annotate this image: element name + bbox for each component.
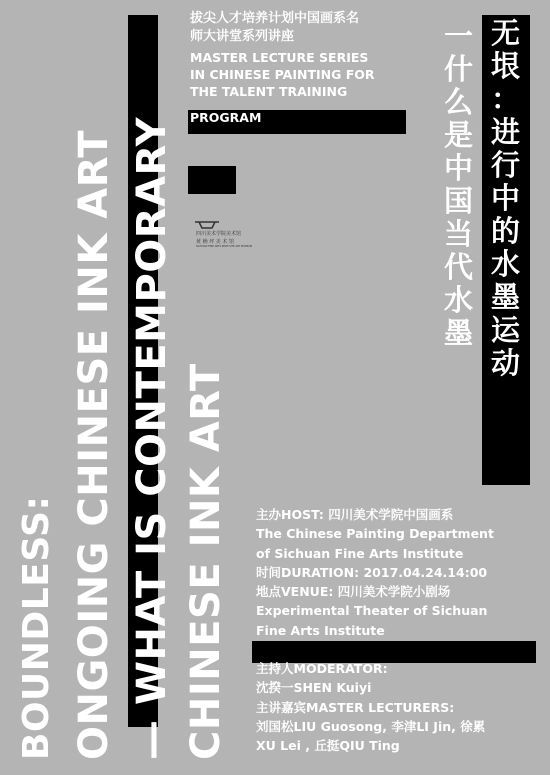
cncol1-char: 无 — [490, 16, 520, 50]
series-en-line-1: MASTER LECTURE SERIES — [190, 50, 369, 65]
duration-label: 时间DURATION: — [256, 564, 364, 580]
venue-cn: 四川美术学院小剧场 — [337, 584, 451, 600]
host-en-2: of Sichuan Fine Arts Institute — [256, 545, 464, 561]
logo-cn-name: 四川美术学院美术馆 — [196, 231, 242, 237]
speakers-block — [256, 659, 485, 755]
cncol2-char: 水 — [443, 283, 473, 317]
cncol1-char: 动 — [490, 346, 520, 380]
cn-title-col-1 — [489, 17, 522, 380]
cncol1-char: 垠 — [490, 49, 520, 83]
cncol1-char: 中 — [490, 181, 520, 215]
series-en-line-2: IN CHINESE PAINTING FOR — [190, 67, 375, 82]
cncol1-char: 的 — [490, 214, 520, 248]
cncol2-char: 墨 — [443, 316, 473, 350]
cncol2-char: 国 — [443, 184, 473, 218]
cncol1-char: ： — [490, 82, 520, 116]
series-cn-line-1: 拔尖人才培养计划中国画系名 — [190, 11, 360, 26]
venue-en-1: Experimental Theater of Sichuan — [256, 603, 488, 619]
moderator-value: 沈揆一SHEN Kuiyi — [256, 680, 372, 696]
cncol2-char: 代 — [443, 250, 473, 284]
logo-en: SICHUAN FINE ARTS INSTITUTE ART MUSEUM — [196, 245, 253, 248]
cncol1-char: 运 — [490, 313, 520, 347]
series-cn-line-2: 师大讲堂系列讲座 — [190, 29, 295, 44]
info-block — [256, 505, 494, 640]
main-title-line-3: — WHAT IS CONTEMPORARY — [129, 116, 175, 760]
duration-value: 2017.04.24.14:00 — [363, 564, 488, 580]
series-en-line-4: PROGRAM — [190, 110, 262, 125]
cncol2-char: 什 — [443, 52, 473, 86]
cncol1-char: 行 — [490, 148, 520, 182]
venue-label: 地点VENUE: — [256, 584, 338, 600]
cn-title-col-2 — [442, 20, 475, 350]
logo-cn-sub: 黄 桷 坪 美 术 馆 — [196, 239, 234, 245]
cncol1-char: 墨 — [490, 280, 520, 314]
moderator-label: 主持人MODERATOR: — [256, 661, 388, 676]
cncol1-char: 进 — [490, 115, 520, 149]
series-en — [190, 49, 375, 126]
main-title-line-2: ONGOING CHINESE INK ART — [71, 129, 117, 760]
cncol2-char: 一 — [443, 19, 473, 53]
venue-en-2: Fine Arts Institute — [256, 622, 385, 638]
bar-small-square — [188, 166, 236, 194]
cncol2-char: 中 — [443, 151, 473, 185]
lecturers-label: 主讲嘉宾MASTER LECTURERS: — [256, 699, 455, 715]
cncol2-char: 当 — [443, 217, 473, 251]
host-cn: 四川美术学院中国画系 — [328, 507, 454, 522]
host-en-1: The Chinese Painting Department — [256, 526, 494, 542]
museum-logo — [185, 216, 253, 260]
series-cn — [190, 10, 359, 46]
cncol2-char: 么 — [443, 85, 473, 119]
cncol1-char: 水 — [490, 247, 520, 281]
cncol2-char: 是 — [443, 118, 473, 152]
main-title-line-4: CHINESE INK ART — [183, 363, 229, 760]
lecturers-line-2: XU Lei , 丘挺QIU Ting — [256, 738, 400, 754]
series-en-line-3: THE TALENT TRAINING — [190, 84, 348, 99]
lecturers-line-1: 刘国松LIU Guosong, 李津LI Jin, 徐累 — [256, 718, 486, 734]
main-title-line-1: BOUNDLESS: — [16, 495, 57, 760]
host-label: 主办HOST: — [256, 507, 329, 522]
